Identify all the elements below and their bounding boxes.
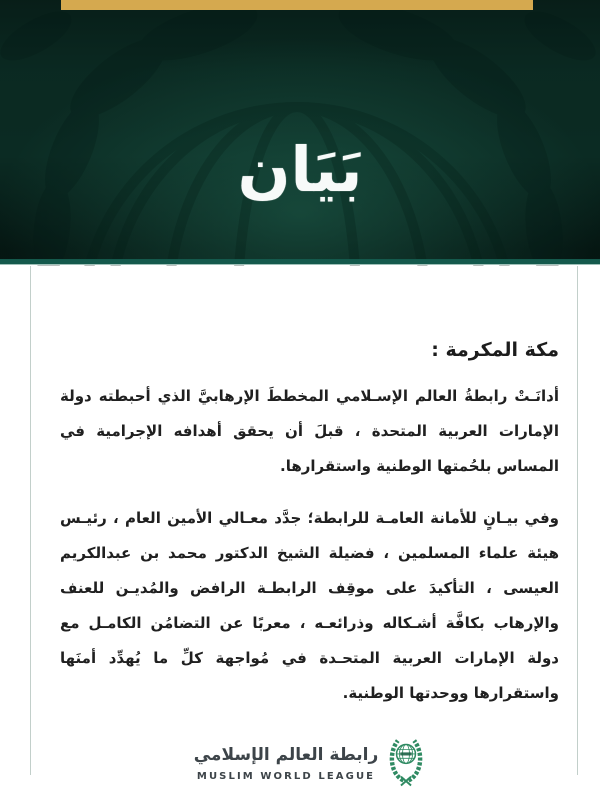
paragraph-condemnation: أدانَـتْ رابطةُ العالم الإسـلامي المخططَ الإرهابيَّ الذي أحبطته دولة الإمارات العربية المتحدة ، قبلَ أن يحقق أهدافه الإجرامية في المساس بلحُمتها الوطنية واستقرارها. <box>60 387 559 475</box>
mwl-logo <box>60 735 559 788</box>
mwl-wordmark-block <box>194 742 379 782</box>
mwl-arabic-wordmark: رابطة العالم الإسلامي <box>193 744 379 765</box>
statement-title-calligraphy: بَيَان <box>237 133 363 206</box>
mwl-emblem-icon <box>387 735 425 788</box>
mwl-english-wordmark: MUSLIM WORLD LEAGUE <box>196 770 376 782</box>
header-banner <box>0 0 600 259</box>
wreath-globe-watermark-icon <box>0 0 600 259</box>
gold-accent-bar <box>61 0 533 10</box>
header-divider <box>0 259 600 265</box>
city-label: مكة المكرمة : <box>431 339 559 361</box>
paragraph-secretary-general: وفي بيـانٍ للأمانة العامـة للرابطة؛ جدَّد معـالي الأمين العام ، رئيـس هيئة علماء المسلمين ، فضيلة الشيخ الدكتور محمد بن عبدالكريم العيسى ، التأكيدَ على موقِف الرابطـة الرافض والمُديـن للعنف والإرهاب بكافَّة أشـكاله وذرائعـه ، معربًا عن التضامُن الكامـل مع دولة الإمارات العربية المتحـدة في مُواجهة كلِّ ما يُهدِّد أمنَها واستقرارها ووحدتها الوطنية. <box>60 509 559 702</box>
statement-body-area <box>0 266 600 782</box>
right-border-line <box>577 266 578 775</box>
document-text <box>30 266 577 782</box>
